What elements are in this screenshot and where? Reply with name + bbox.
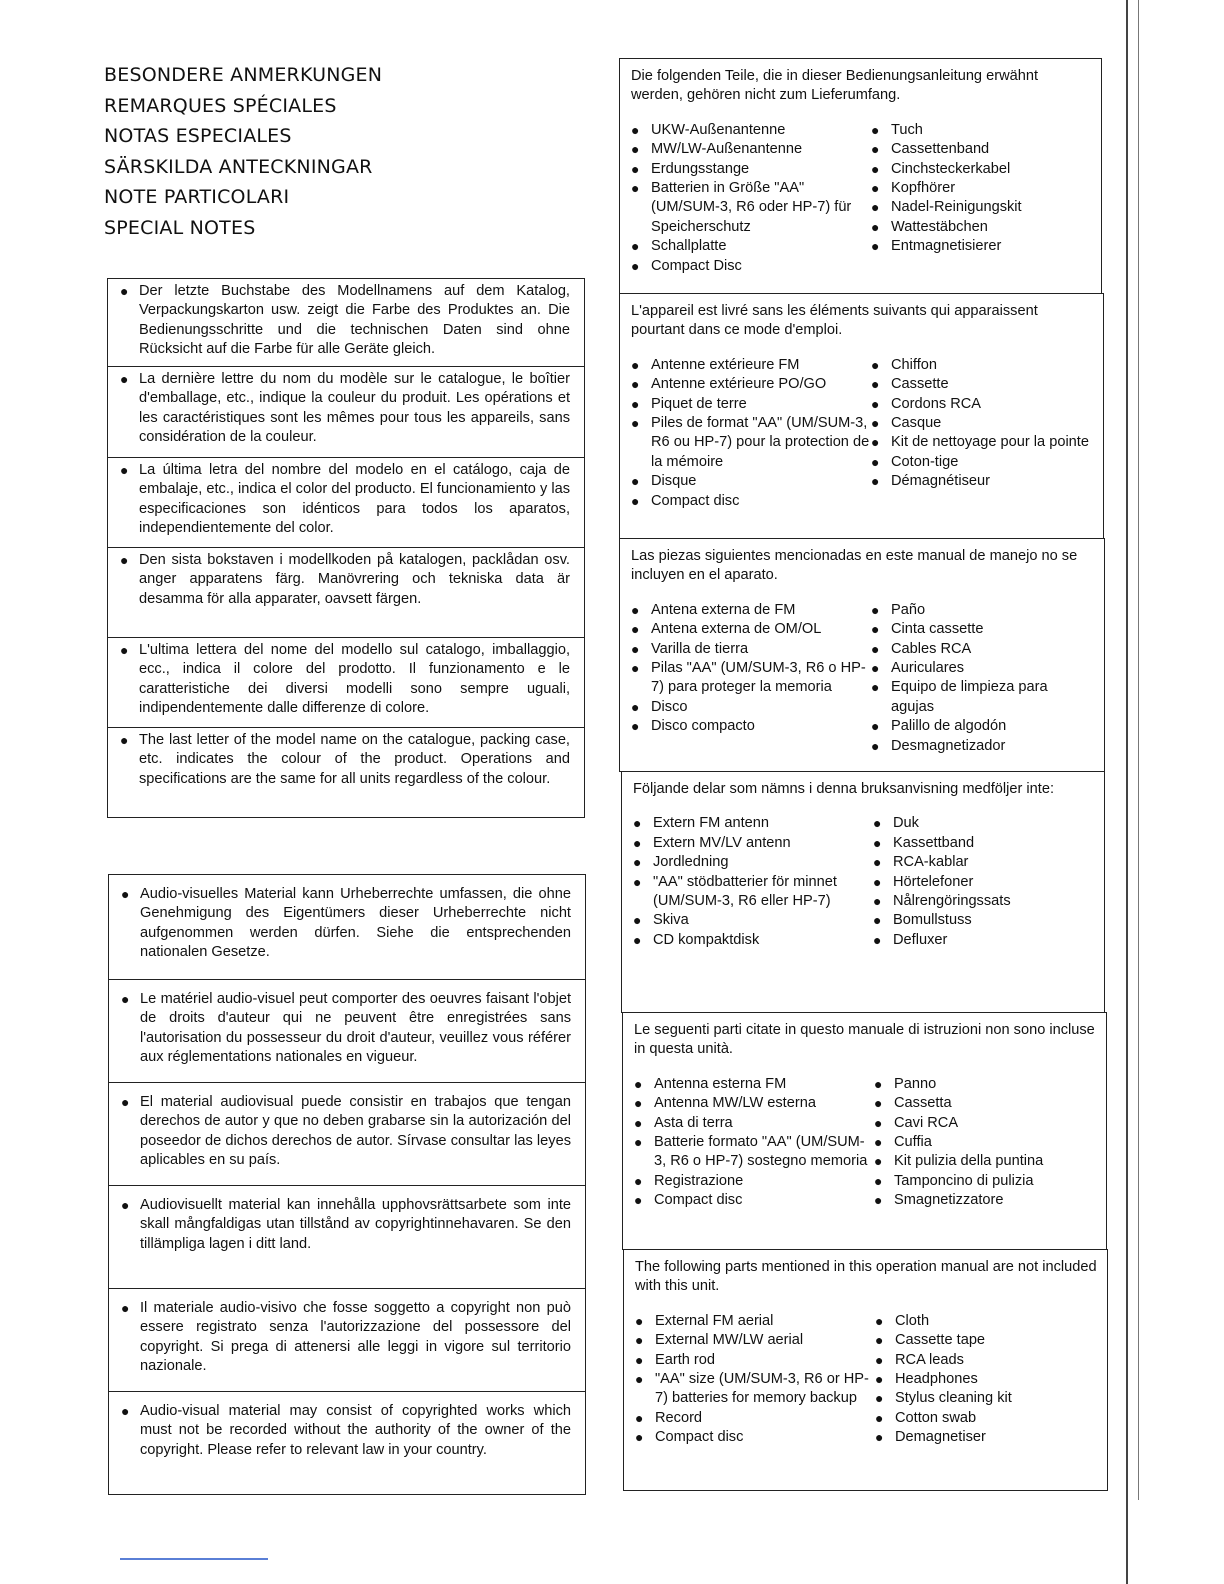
parts-list-right xyxy=(871,356,1093,511)
list-item: ● Cassette tape xyxy=(875,1331,1097,1350)
list-item: ● Asta di terra xyxy=(634,1114,874,1133)
list-item: ● External MW/LW aerial xyxy=(635,1331,875,1350)
list-item: ● Nålrengöringssats xyxy=(873,892,1094,911)
list-item: ● Tuch xyxy=(871,121,1091,140)
list-item: ● Casque xyxy=(871,414,1093,433)
list-item: ● Cavi RCA xyxy=(874,1114,1096,1133)
heading-de: BESONDERE ANMERKUNGEN xyxy=(104,64,383,86)
list-item: ● Compact disc xyxy=(634,1191,874,1210)
list-item: ● CD kompaktdisk xyxy=(633,931,873,950)
color-note-sv xyxy=(107,547,585,638)
list-item: ● Defluxer xyxy=(873,931,1094,950)
list-item: ● Equipo de limpieza para agujas xyxy=(871,678,1094,717)
list-item: ● Antenna esterna FM xyxy=(634,1075,874,1094)
note-text: ● Audio-visual material may consist of copyrighted works which must not be recorded without the authority of the owner of the copyright. Please refer to relevant law in your country. xyxy=(121,1402,571,1460)
heading-en: SPECIAL NOTES xyxy=(104,216,256,239)
list-item: ● Cables RCA xyxy=(871,640,1094,659)
list-item: ● Disco xyxy=(631,698,871,717)
copyright-note-en xyxy=(108,1391,586,1495)
list-item: ● Piquet de terre xyxy=(631,395,871,414)
parts-list-right xyxy=(871,601,1094,756)
parts-box-es xyxy=(619,538,1105,772)
list-item: ● UKW-Außenantenne xyxy=(631,121,871,140)
parts-list-right xyxy=(874,1075,1096,1211)
list-item: ● "AA" size (UM/SUM-3, R6 or HP-7) batteries for memory backup xyxy=(635,1370,875,1409)
copyright-note-de xyxy=(108,874,586,980)
list-item: ● Disco compacto xyxy=(631,717,871,736)
note-text: ● La dernière lettre du nom du modèle sur le catalogue, le boîtier d'emballage, etc., indique la couleur du produit. Les opérations et les caractéristiques sont les mêmes pour tous les appareils, sans considération de la couleur. xyxy=(120,370,570,448)
list-item: ● Antena externa de FM xyxy=(631,601,871,620)
list-item: ● Compact disc xyxy=(631,492,871,511)
list-item: ● Compact disc xyxy=(635,1428,875,1447)
list-item: ● Antena externa de OM/OL xyxy=(631,620,871,639)
list-item: ● Earth rod xyxy=(635,1351,875,1370)
note-text: ● Le matériel audio-visuel peut comporter des oeuvres faisant l'objet de droits d'auteur qui ne peuvent être enregistrées sans l'autorisation du possesseur du droit d'auteur, veuillez vous référer aux réglementations nationales en vigueur. xyxy=(121,990,571,1068)
color-note-de xyxy=(107,278,585,367)
color-note-fr xyxy=(107,366,585,458)
list-item: ● Antenna MW/LW esterna xyxy=(634,1094,874,1113)
list-item: ● RCA-kablar xyxy=(873,853,1094,872)
parts-list-left xyxy=(631,121,871,276)
copyright-note-it xyxy=(108,1288,586,1392)
list-item: ● Auriculares xyxy=(871,659,1094,678)
note-text: ● El material audiovisual puede consistir en trabajos que tengan derechos de autor y que no deben grabarse sin la autorización del poseedor de dichos derechos de autor. Sírvase consultar las leyes aplicables en su país. xyxy=(121,1093,571,1171)
note-text: ● Audio-visuelles Material kann Urheberrechte umfassen, die ohne Genehmigung des Eigentümers dieser Urheberrechte nicht aufgenommen werden dürfen. Siehe die entsprechenden nationalen Gesetze. xyxy=(121,885,571,963)
list-item: ● Demagnetiser xyxy=(875,1428,1097,1447)
page-edge-line xyxy=(1126,0,1128,1584)
list-item: ● Cassettenband xyxy=(871,140,1091,159)
parts-intro: Die folgenden Teile, die in dieser Bedienungsanleitung erwähnt werden, gehören nicht zum Lieferumfang. xyxy=(631,68,1039,104)
list-item: ● Batterie formato "AA" (UM/SUM-3, R6 o HP-7) sostegno memoria xyxy=(634,1133,874,1172)
list-item: ● Varilla de tierra xyxy=(631,640,871,659)
parts-intro: The following parts mentioned in this operation manual are not included with this unit. xyxy=(635,1259,1097,1295)
parts-box-de xyxy=(619,58,1102,294)
list-item: ● External FM aerial xyxy=(635,1312,875,1331)
heading-it: NOTE PARTICOLARI xyxy=(104,186,290,208)
note-text: ● Audiovisuellt material kan innehålla upphovsrättsarbete som inte skall mångfaldigas utan tillstånd av copyrightinnehavaren. Se den tillämpliga lagen i ditt land. xyxy=(121,1196,571,1254)
list-item: ● Palillo de algodón xyxy=(871,717,1094,736)
list-item: ● Stylus cleaning kit xyxy=(875,1389,1097,1408)
color-note-it xyxy=(107,637,585,728)
parts-list-left xyxy=(631,601,871,756)
parts-intro: Följande delar som nämns i denna bruksanvisning medföljer inte: xyxy=(633,781,1055,797)
list-item: ● Schallplatte xyxy=(631,237,871,256)
list-item: ● Chiffon xyxy=(871,356,1093,375)
page-edge-line xyxy=(1138,0,1139,1500)
list-item: ● Duk xyxy=(873,814,1094,833)
list-item: ● Entmagnetisierer xyxy=(871,237,1091,256)
list-item: ● RCA leads xyxy=(875,1351,1097,1370)
list-item: ● Compact Disc xyxy=(631,257,871,276)
list-item: ● Record xyxy=(635,1409,875,1428)
note-text: ● Der letzte Buchstabe des Modellnamens auf dem Katalog, Verpackungskarton usw. zeigt die Farbe des Produktes an. Die Bedienungsschritte und die technischen Daten sind ohne Rücksicht auf die Farbe für alle Geräte gleich. xyxy=(120,282,570,360)
color-note-es xyxy=(107,457,585,548)
list-item: ● Kit pulizia della puntina xyxy=(874,1152,1096,1171)
list-item: ● Extern MV/LV antenn xyxy=(633,834,873,853)
list-item: ● Batterien in Größe "AA" (UM/SUM-3, R6 oder HP-7) für Speicherschutz xyxy=(631,179,871,237)
parts-list-left xyxy=(635,1312,875,1448)
note-text: ● Il materiale audio-visivo che fosse soggetto a copyright non può essere registrato senza l'autorizzazione del possessore del copyright. Si prega di attenersi alle leggi in vigore sul territorio nazionale. xyxy=(121,1299,571,1377)
list-item: ● "AA" stödbatterier för minnet (UM/SUM-3, R6 eller HP-7) xyxy=(633,873,873,912)
parts-box-it xyxy=(622,1012,1107,1250)
special-notes-headings xyxy=(104,60,382,243)
list-item: ● Cordons RCA xyxy=(871,395,1093,414)
list-item: ● Tamponcino di pulizia xyxy=(874,1172,1096,1191)
list-item: ● Antenne extérieure FM xyxy=(631,356,871,375)
list-item: ● Kopfhörer xyxy=(871,179,1091,198)
list-item: ● Erdungsstange xyxy=(631,160,871,179)
list-item: ● Cuffia xyxy=(874,1133,1096,1152)
list-item: ● Cassette xyxy=(871,375,1093,394)
list-item: ● Kit de nettoyage pour la pointe xyxy=(871,433,1093,452)
copyright-note-es xyxy=(108,1082,586,1186)
list-item: ● Cassetta xyxy=(874,1094,1096,1113)
heading-sv: SÄRSKILDA ANTECKNINGAR xyxy=(104,155,373,178)
note-text: ● The last letter of the model name on the catalogue, packing case, etc. indicates the colour of the product. Operations and specifications are the same for all units regardless of the colour. xyxy=(120,731,570,789)
parts-list-left xyxy=(633,814,873,950)
list-item: ● Cotton swab xyxy=(875,1409,1097,1428)
list-item: ● Headphones xyxy=(875,1370,1097,1389)
list-item: ● Bomullstuss xyxy=(873,911,1094,930)
note-text: ● La última letra del nombre del modelo en el catálogo, caja de embalaje, etc., indica el color del producto. El funcionamiento y las especificaciones son idénticos para todos los aparatos, independientemente del color. xyxy=(120,461,570,539)
parts-list-left xyxy=(634,1075,874,1211)
parts-box-en xyxy=(623,1249,1108,1491)
list-item: ● Coton-tige xyxy=(871,453,1093,472)
list-item: ● Antenne extérieure PO/GO xyxy=(631,375,871,394)
list-item: ● Paño xyxy=(871,601,1094,620)
list-item: ● Desmagnetizador xyxy=(871,737,1094,756)
list-item: ● Cinta cassette xyxy=(871,620,1094,639)
color-note-en xyxy=(107,727,585,818)
heading-fr: REMARQUES SPÉCIALES xyxy=(104,94,337,117)
list-item: ● Pilas "AA" (UM/SUM-3, R6 o HP-7) para proteger la memoria xyxy=(631,659,871,698)
copyright-note-sv xyxy=(108,1185,586,1289)
list-item: ● Skiva xyxy=(633,911,873,930)
list-item: ● MW/LW-Außenantenne xyxy=(631,140,871,159)
parts-box-fr xyxy=(619,293,1104,539)
blue-mark xyxy=(120,1558,268,1560)
list-item: ● Hörtelefoner xyxy=(873,873,1094,892)
heading-es: NOTAS ESPECIALES xyxy=(104,125,292,147)
note-text: ● L'ultima lettera del nome del modello sul catalogo, imballaggio, ecc., indica il colore del prodotto. Il funzionamento e le caratteristiche dei diversi modelli sono sempre uguali, indipendentemente dalle differenze di colore. xyxy=(120,641,570,719)
parts-list-right xyxy=(875,1312,1097,1448)
list-item: ● Registrazione xyxy=(634,1172,874,1191)
list-item: ● Kassettband xyxy=(873,834,1094,853)
list-item: ● Disque xyxy=(631,472,871,491)
list-item: ● Démagnétiseur xyxy=(871,472,1093,491)
parts-intro: Le seguenti parti citate in questo manuale di istruzioni non sono incluse in questa unità. xyxy=(634,1022,1095,1058)
parts-list-left xyxy=(631,356,871,511)
list-item: ● Cloth xyxy=(875,1312,1097,1331)
list-item: ● Jordledning xyxy=(633,853,873,872)
list-item: ● Smagnetizzatore xyxy=(874,1191,1096,1210)
list-item: ● Extern FM antenn xyxy=(633,814,873,833)
note-text: ● Den sista bokstaven i modellkoden på katalogen, packlådan osv. anger apparatens färg. Manövrering och tekniska data är desamma för alla apparater, oavsett färgen. xyxy=(120,551,570,609)
parts-list-right xyxy=(871,121,1091,276)
list-item: ● Cinchsteckerkabel xyxy=(871,160,1091,179)
list-item: ● Panno xyxy=(874,1075,1096,1094)
parts-list-right xyxy=(873,814,1094,950)
list-item: ● Wattestäbchen xyxy=(871,218,1091,237)
copyright-note-fr xyxy=(108,979,586,1083)
parts-intro: Las piezas siguientes mencionadas en este manual de manejo no se incluyen en el aparato. xyxy=(631,548,1078,584)
list-item: ● Piles de format "AA" (UM/SUM-3, R6 ou HP-7) pour la protection de la mémoire xyxy=(631,414,871,472)
list-item: ● Nadel-Reinigungskit xyxy=(871,198,1091,217)
parts-box-sv xyxy=(621,771,1105,1013)
parts-intro: L'appareil est livré sans les éléments suivants qui apparaissent pourtant dans ce mode d'emploi. xyxy=(631,303,1038,339)
